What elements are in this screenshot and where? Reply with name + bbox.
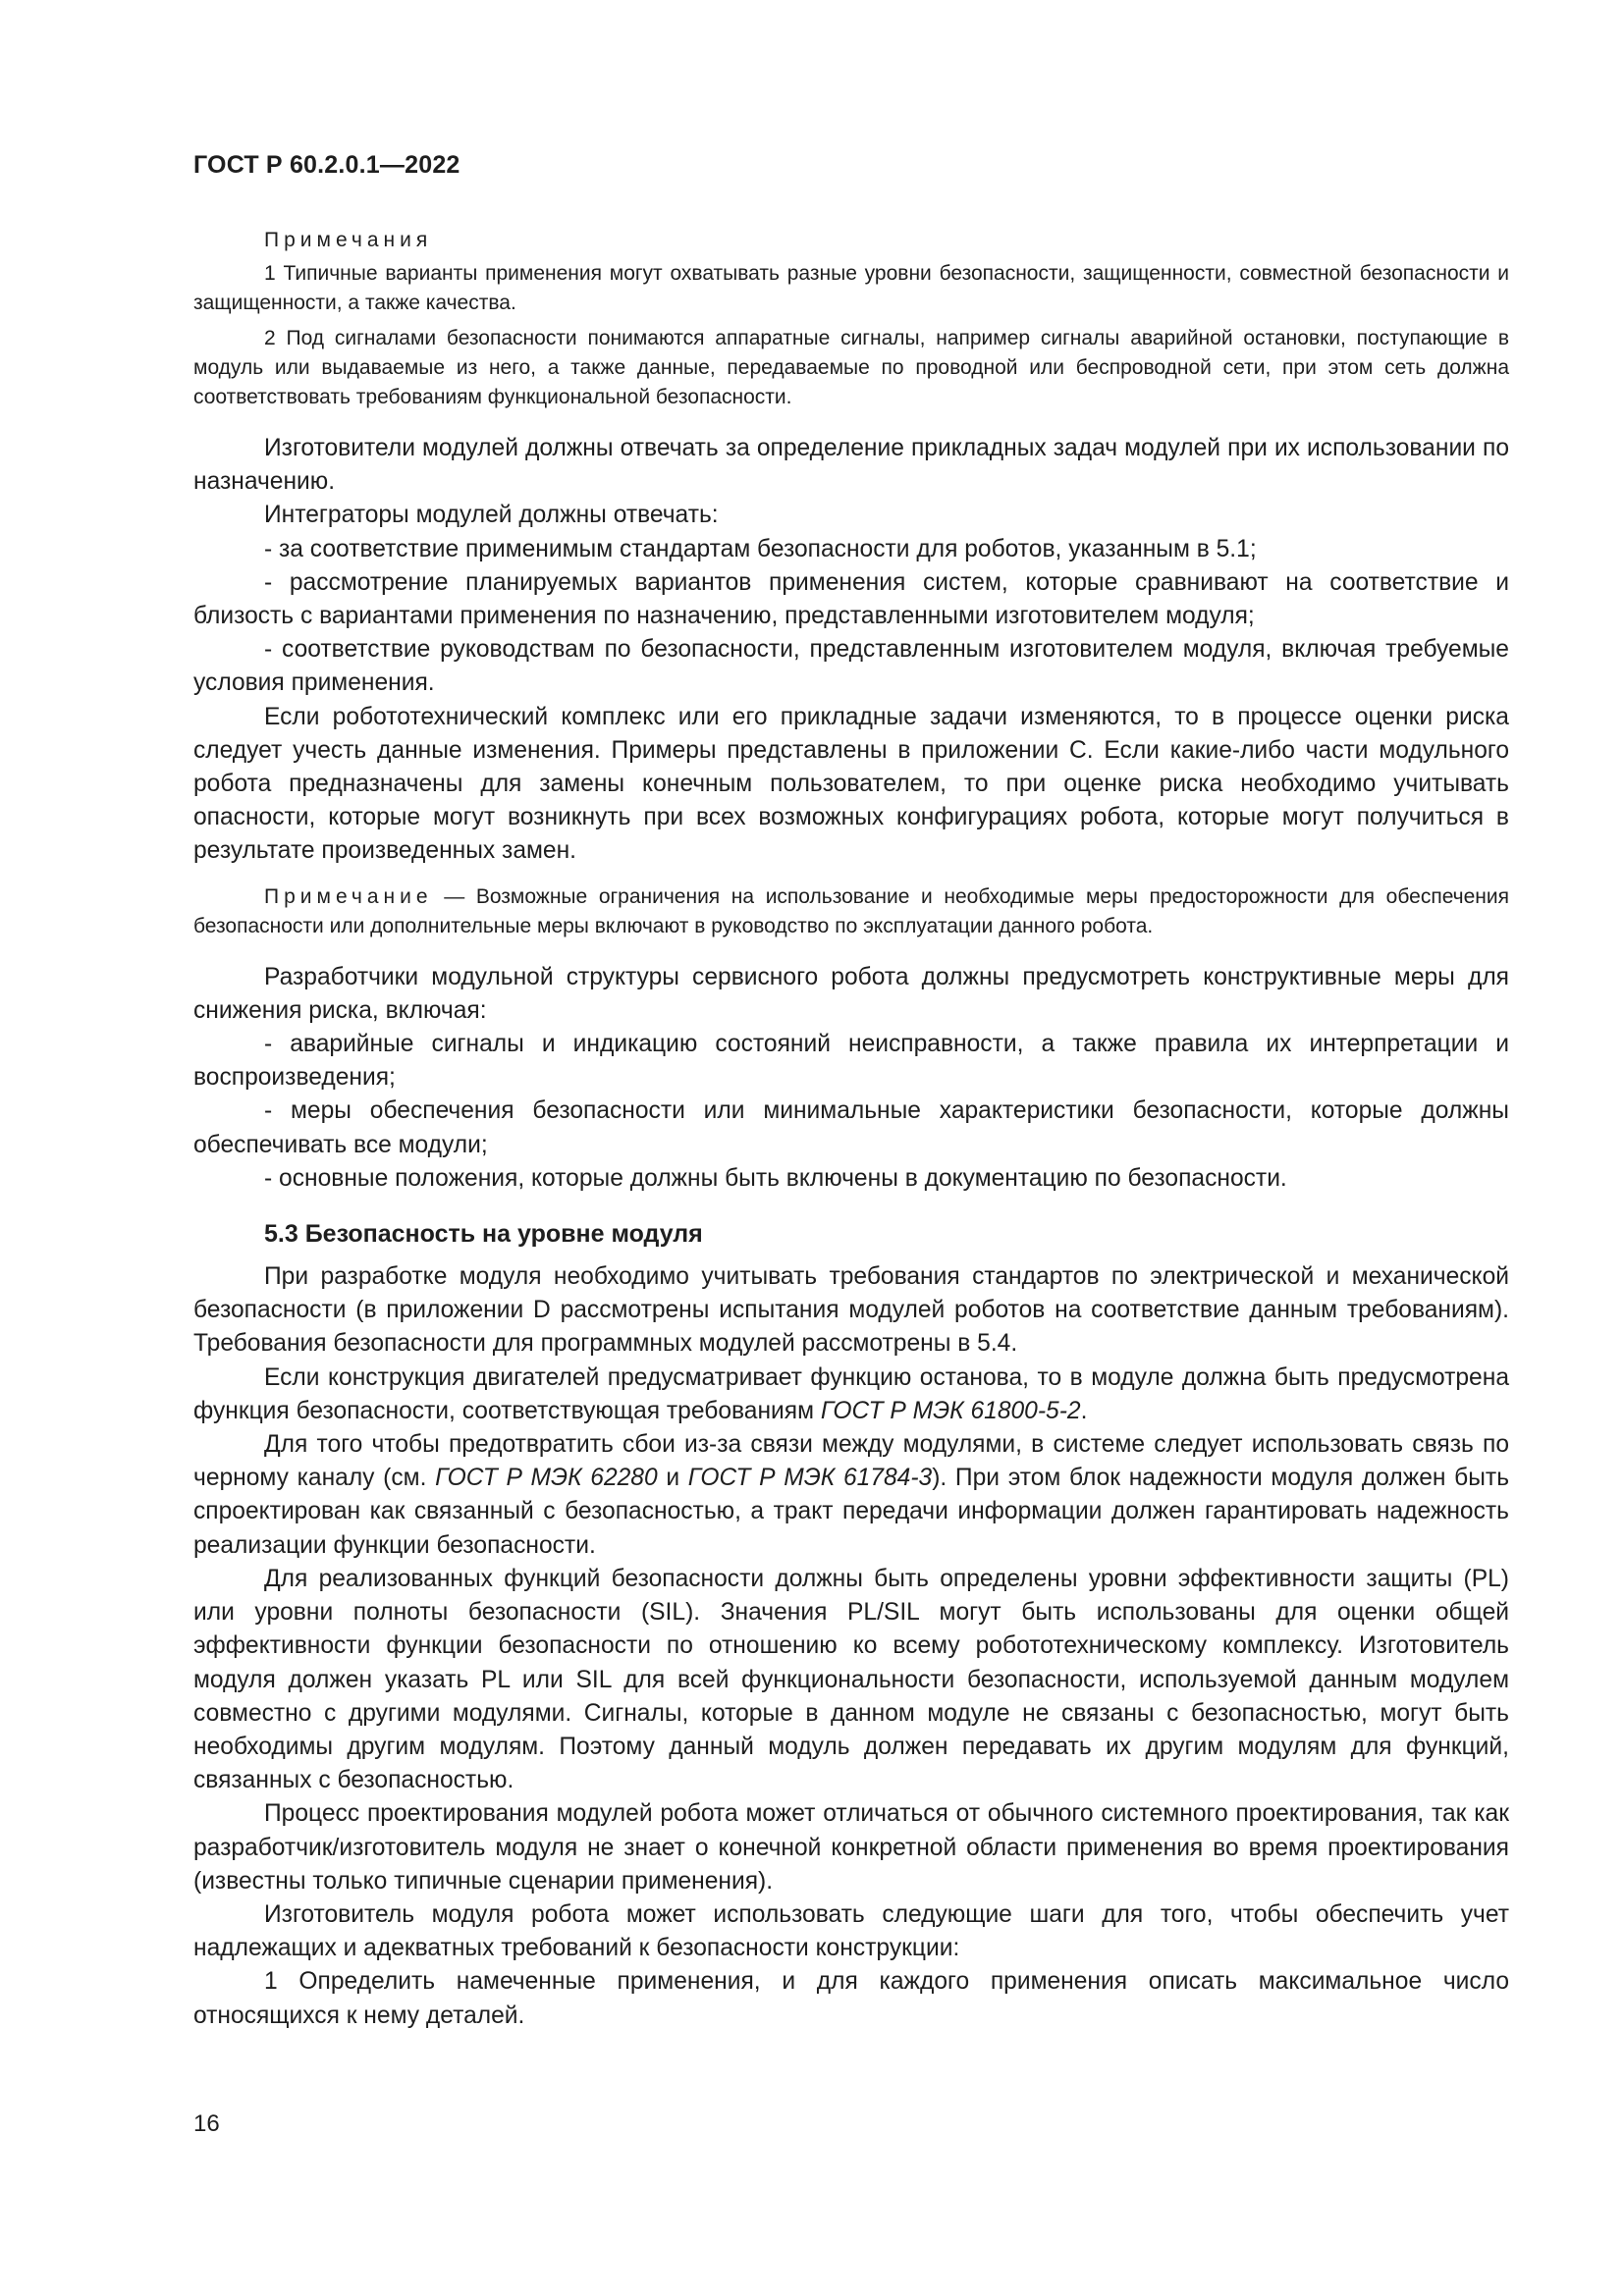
paragraph: Изготовитель модуля робота может использовать следующие шаги для того, чтобы обеспечить учет надлежащих и адекватных требований к безопасности конструкции: (193, 1900, 1509, 1962)
standard-reference: ГОСТ Р МЭК 61800-5-2 (820, 1397, 1081, 1424)
standard-reference: ГОСТ Р МЭК 61784-3 (687, 1465, 933, 1492)
paragraph-text: Для того чтобы предотвратить сбои из-за связи между модулями, в системе следует использовать связь по черному каналу (см. (193, 1431, 1509, 1492)
paragraph (193, 1428, 1509, 1563)
note-item: 2 Под сигналами безопасности понимаются аппаратные сигналы, например сигналы аварийной остановки, поступающие в модуль или выдаваемые из него, а также данные, передаваемые по проводной или беспроводной сети, при этом сеть должна соответствовать требованиям функциональной безопасности. (193, 327, 1509, 408)
paragraph: Если робототехнический комплекс или его прикладные задачи изменяются, то в процессе оценки риска следует учесть данные изменения. Примеры представлены в приложении C. Если какие-либо части модульного робота предназначены для замены конечным пользователем, то при оценке риска необходимо учитывать опасности, которые могут возникнуть при всех возможных конфигурациях робота, которые могут получиться в результате произведенных замен. (193, 703, 1509, 865)
note-label: Примечание (264, 884, 433, 908)
page-content (193, 226, 1509, 2033)
paragraph-text: . (1080, 1397, 1088, 1424)
list-item: - за соответствие применимым стандартам безопасности для роботов, указанным в 5.1; (264, 535, 1257, 562)
paragraph-text: ). При этом блок надежности модуля должен быть спроектирован как связанный с безопасностью, а тракт передачи информации должен гарантировать надежность реализации функции безопасности. (193, 1465, 1510, 1559)
section-title: 5.3 Безопасность на уровне модуля (264, 1220, 703, 1249)
standard-reference: ГОСТ Р МЭК 62280 (435, 1465, 658, 1492)
list-item: - соответствие руководствам по безопасности, представленным изготовителем модуля, включая требуемые условия применения. (193, 636, 1509, 697)
paragraph: Изготовители модулей должны отвечать за определение прикладных задач модулей при их использовании по назначению. (193, 435, 1509, 496)
paragraph-text: Если конструкция двигателей предусматривает функцию останова, то в модуле должна быть предусмотрена функция безопасности, соответствующая требованиям (193, 1363, 1509, 1424)
list-item: - рассмотрение планируемых вариантов применения систем, которые сравнивают на соответствие и близость с вариантами применения по назначению, представленными изготовителем модуля; (193, 568, 1509, 630)
notes-title: Примечания (264, 229, 433, 251)
paragraph (193, 1362, 1509, 1428)
standard-header: ГОСТ Р 60.2.0.1—2022 (193, 151, 460, 179)
paragraph: При разработке модуля необходимо учитывать требования стандартов по электрической и механической безопасности (в приложении D рассмотрены испытания модулей роботов на соответствие данным требованиям). Требования безопасности для программных модулей рассмотрены в 5.4. (193, 1263, 1509, 1358)
page-number: 16 (193, 2110, 220, 2137)
paragraph: 1 Определить намеченные применения, и для каждого применения описать максимальное число относящихся к нему деталей. (193, 1968, 1509, 2029)
paragraph: Интеграторы модулей должны отвечать: (264, 502, 719, 529)
note-paragraph (193, 882, 1509, 941)
paragraph: Процесс проектирования модулей робота может отличаться от обычного системного проектирования, так как разработчик/изготовитель модуля не знает о конечной конкретной области применения во время проектирования (известны только типичные сценарии применения). (193, 1800, 1509, 1895)
note-text: — Возможные ограничения на использование и необходимые меры предосторожности для обеспечения безопасности или дополнительные меры включают в руководство по эксплуатации данного робота. (193, 884, 1509, 937)
paragraph: Для реализованных функций безопасности должны быть определены уровни эффективности защиты (PL) или уровни полноты безопасности (SIL). Значения PL/SIL могут быть использованы для оценки общей эффективности функции безопасности по отношению ко всему робототехническому комплексу. Изготовитель модуля должен указать PL или SIL для всей функциональности безопасности, используемой данным модулем совместно с другими модулями. Сигналы, которые в данном модуле не связаны с безопасностью, могут быть необходимы другим модулям. Поэтому данный модуль должен передавать их другим модулям для функций, связанных с безопасностью. (193, 1565, 1509, 1794)
paragraph: Разработчики модульной структуры сервисного робота должны предусмотреть конструктивные меры для снижения риска, включая: (193, 963, 1509, 1024)
note-item: 1 Типичные варианты применения могут охватывать разные уровни безопасности, защищенности, совместной безопасности и защищенности, а также качества. (193, 262, 1509, 314)
list-item: - основные положения, которые должны быть включены в документацию по безопасности. (264, 1164, 1287, 1192)
paragraph-text: и (657, 1465, 688, 1492)
list-item: - меры обеспечения безопасности или минимальные характеристики безопасности, которые должны обеспечивать все модули; (193, 1097, 1509, 1158)
list-item: - аварийные сигналы и индикацию состояний неисправности, а также правила их интерпретации и воспроизведения; (193, 1031, 1509, 1092)
